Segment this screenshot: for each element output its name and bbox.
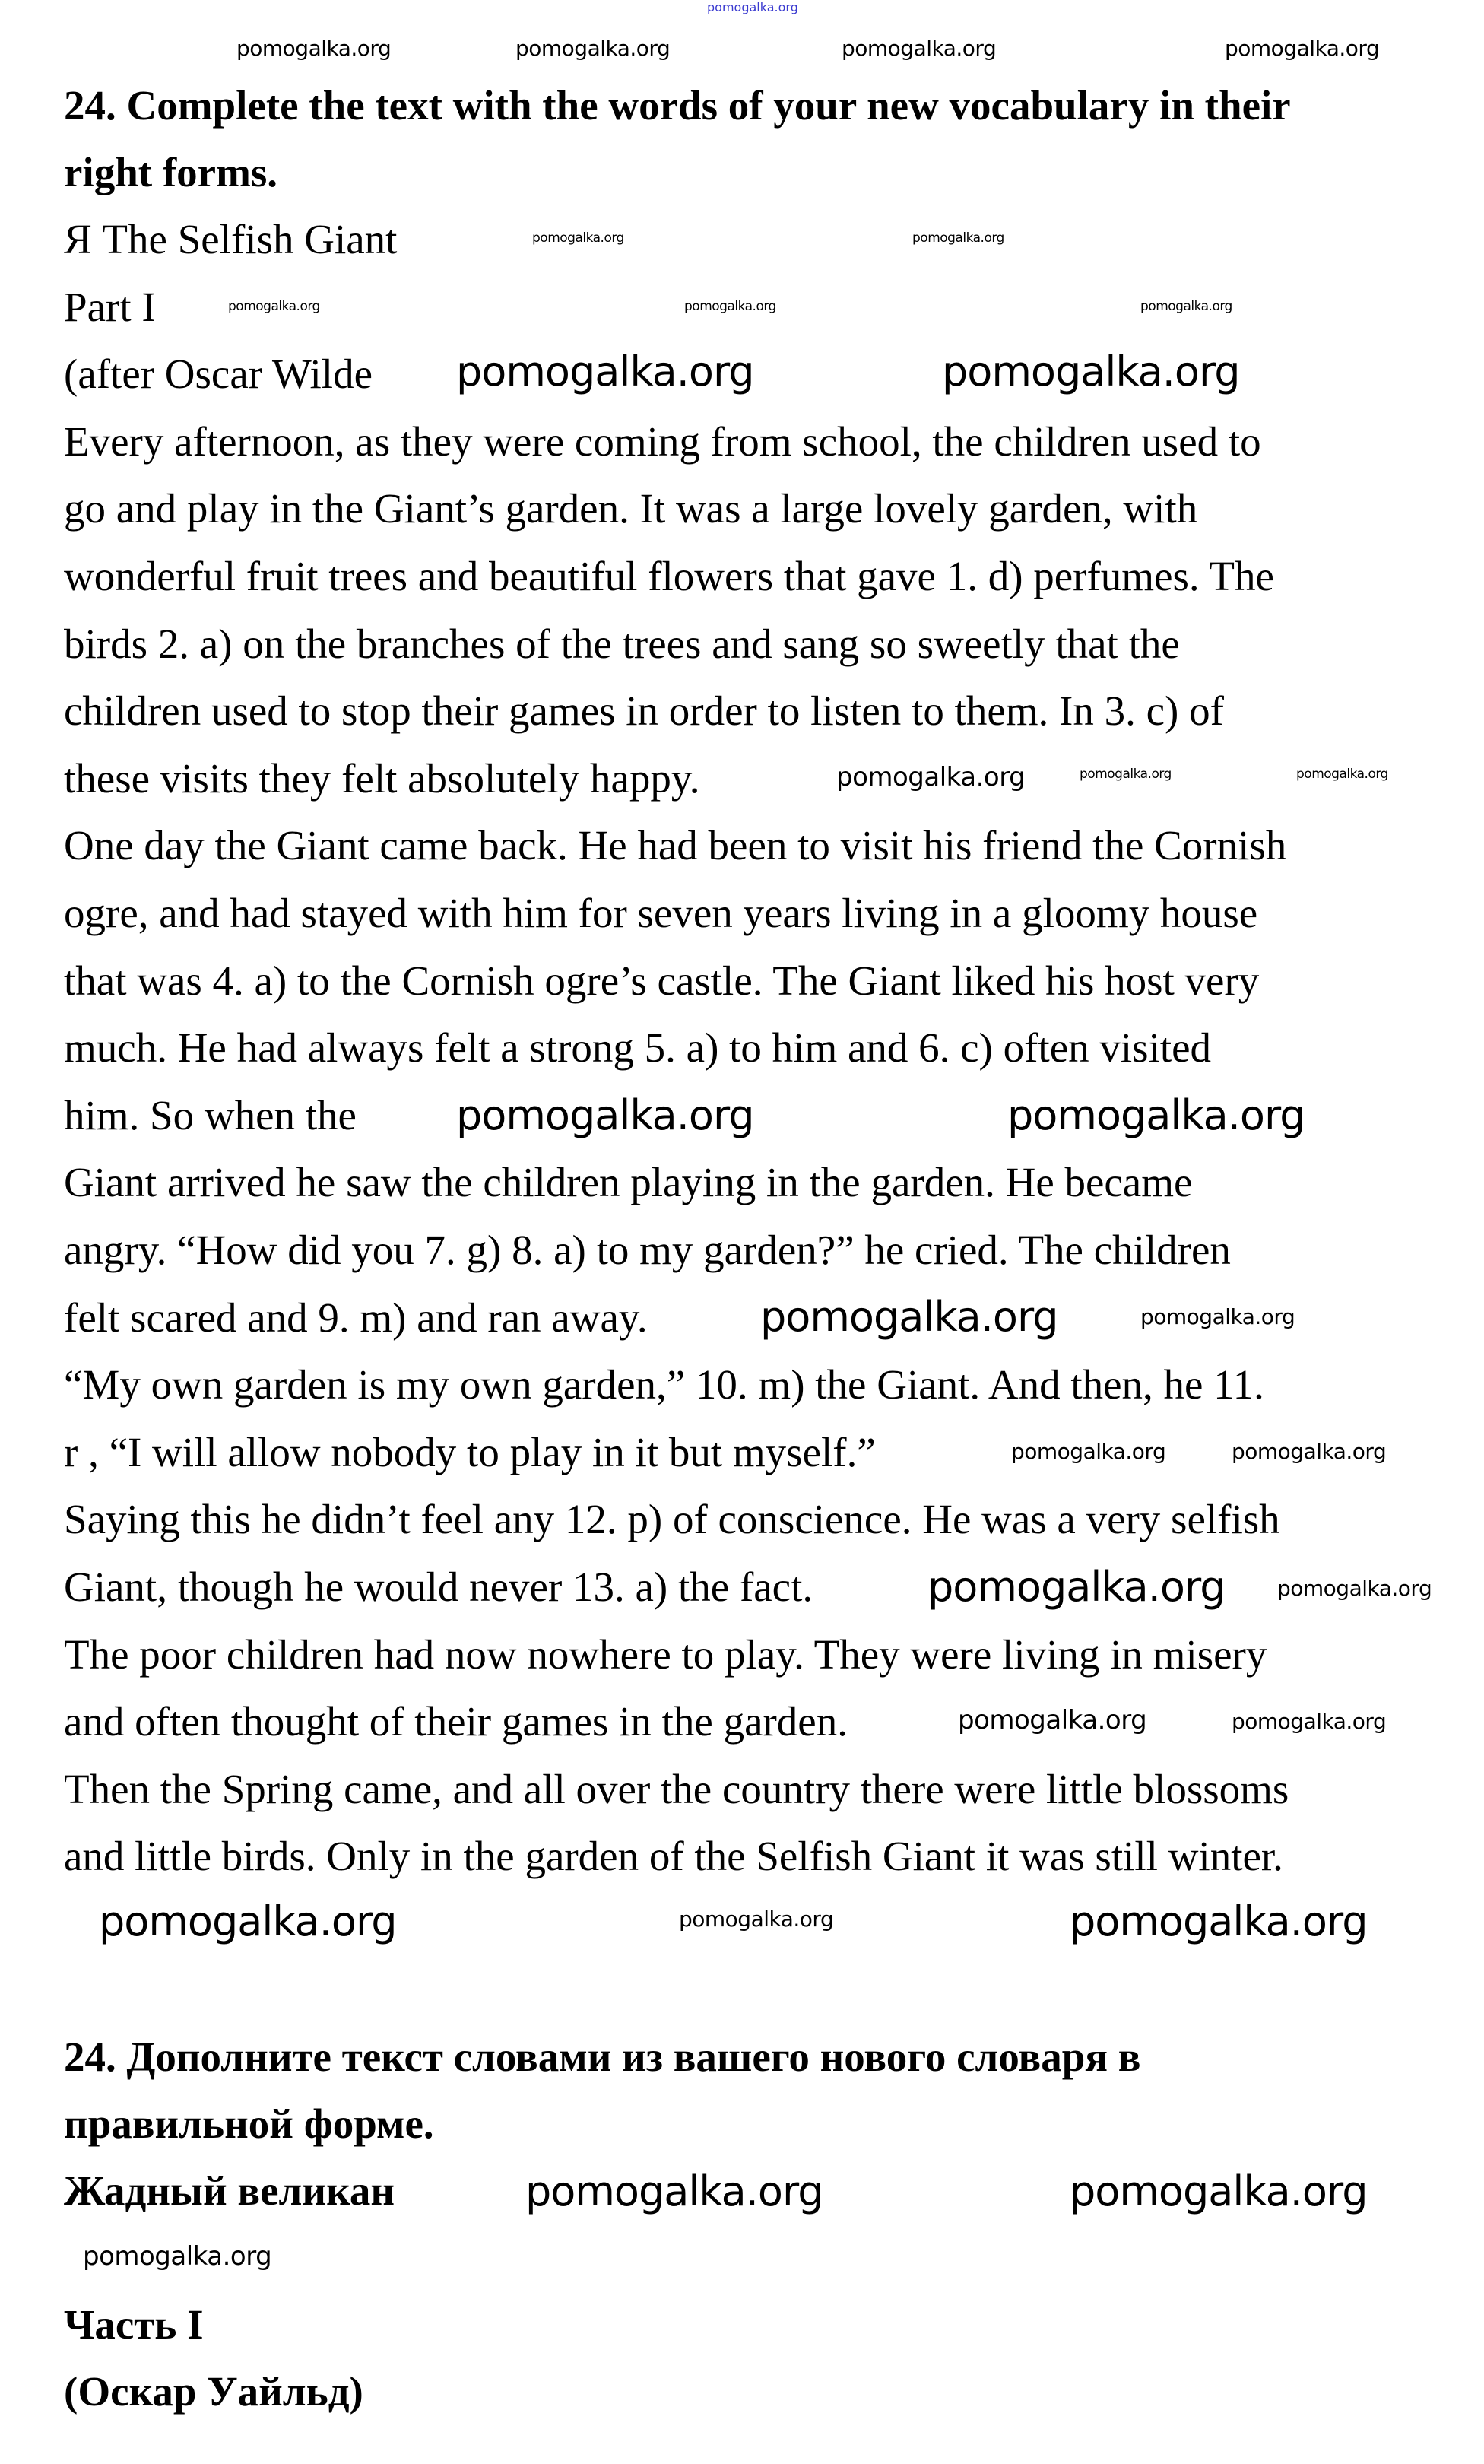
text-line: Every afternoon, as they were coming from school, the children used to (64, 418, 1261, 465)
exercise-heading: right forms. (64, 149, 278, 195)
text-line: The poor children had now nowhere to play. They were living in misery (64, 1630, 1267, 1678)
text-line: him. So when the (64, 1091, 357, 1138)
watermark: pomogalka.org (760, 1293, 1058, 1341)
text-line: One day the Giant came back. He had been to visit his friend the Cornish (64, 822, 1287, 869)
text-line: (after Oscar Wilde (64, 351, 373, 398)
text-line: that was 4. a) to the Cornish ogre’s castle. The Giant liked his host very (64, 957, 1260, 1004)
text-line: these visits they felt absolutely happy. (64, 754, 700, 802)
text-line: angry. “How did you 7. g) 8. a) to my garden?” he cried. The children (64, 1227, 1231, 1273)
exercise-heading-ru: 24. Дополните текст словами из вашего нового словаря в (64, 2034, 1141, 2080)
text-line: Giant arrived he saw the children playing in the garden. He became (64, 1159, 1193, 1206)
watermark: pomogalka.org (679, 1907, 834, 1932)
text-line: children used to stop their games in order to listen to them. In 3. c) of (64, 687, 1224, 735)
text-line: Я The Selfish Giant (64, 216, 398, 262)
watermark: pomogalka.org (684, 299, 776, 314)
watermark: pomogalka.org (83, 2241, 272, 2272)
watermark: pomogalka.org (942, 348, 1240, 395)
text-line: wonderful fruit trees and beautiful flowers that gave 1. d) perfumes. The (64, 553, 1274, 599)
watermark: pomogalka.org (928, 1563, 1226, 1611)
watermark: pomogalka.org (228, 299, 320, 314)
watermark: pomogalka.org (836, 762, 1026, 792)
watermark: pomogalka.org (1225, 36, 1380, 61)
watermark: pomogalka.org (958, 1705, 1147, 1735)
author-ru: (Оскар Уайльд) (64, 2368, 363, 2415)
watermark: pomogalka.org (1070, 2167, 1368, 2215)
watermark: pomogalka.org (1232, 1439, 1387, 1464)
text-line: r , “I will allow nobody to play in it but myself.” (64, 1428, 876, 1475)
text-line: Part I (64, 283, 156, 330)
watermark: pomogalka.org (456, 1091, 754, 1139)
text-line: felt scared and 9. m) and ran away. (64, 1294, 648, 1341)
text-line: and little birds. Only in the garden of the Selfish Giant it was still winter. (64, 1833, 1283, 1880)
watermark: pomogalka.org (1007, 1091, 1305, 1139)
watermark: pomogalka.org (1277, 1576, 1432, 1601)
watermark: pomogalka.org (1140, 299, 1232, 314)
text-line: birds 2. a) on the branches of the trees and sang so sweetly that the (64, 620, 1180, 667)
watermark: pomogalka.org (707, 0, 798, 14)
watermark: pomogalka.org (912, 230, 1004, 246)
watermark: pomogalka.org (1011, 1439, 1166, 1464)
watermark: pomogalka.org (1070, 1897, 1368, 1945)
part-label-ru: Часть I (64, 2301, 204, 2348)
watermark: pomogalka.org (456, 348, 754, 395)
text-line: ogre, and had stayed with him for seven years living in a gloomy house (64, 890, 1258, 936)
text-line: Saying this he didn’t feel any 12. p) of conscience. He was a very selfish (64, 1496, 1280, 1543)
text-line: and often thought of their games in the garden. (64, 1698, 848, 1745)
watermark: pomogalka.org (1232, 1709, 1387, 1734)
watermark: pomogalka.org (515, 36, 671, 61)
story-title-ru: Жадный великан (64, 2167, 395, 2214)
text-line: Giant, though he would never 13. a) the fact. (64, 1564, 813, 1610)
watermark: pomogalka.org (1296, 767, 1388, 782)
text-line: go and play in the Giant’s garden. It was a large lovely garden, with (64, 485, 1198, 532)
watermark: pomogalka.org (236, 36, 392, 61)
text-line: Then the Spring came, and all over the country there were little blossoms (64, 1765, 1289, 1812)
text-line: “My own garden is my own garden,” 10. m) the Giant. And then, he 11. (64, 1361, 1264, 1408)
exercise-heading-ru: правильной форме. (64, 2100, 434, 2147)
watermark: pomogalka.org (532, 230, 624, 246)
watermark: pomogalka.org (842, 36, 997, 61)
exercise-heading: 24. Complete the text with the words of your new vocabulary in their (64, 82, 1291, 129)
watermark: pomogalka.org (99, 1897, 397, 1945)
text-line: much. He had always felt a strong 5. a) to him and 6. c) often visited (64, 1024, 1212, 1072)
watermark: pomogalka.org (1080, 767, 1172, 782)
watermark: pomogalka.org (1140, 1304, 1295, 1329)
watermark: pomogalka.org (525, 2167, 823, 2215)
